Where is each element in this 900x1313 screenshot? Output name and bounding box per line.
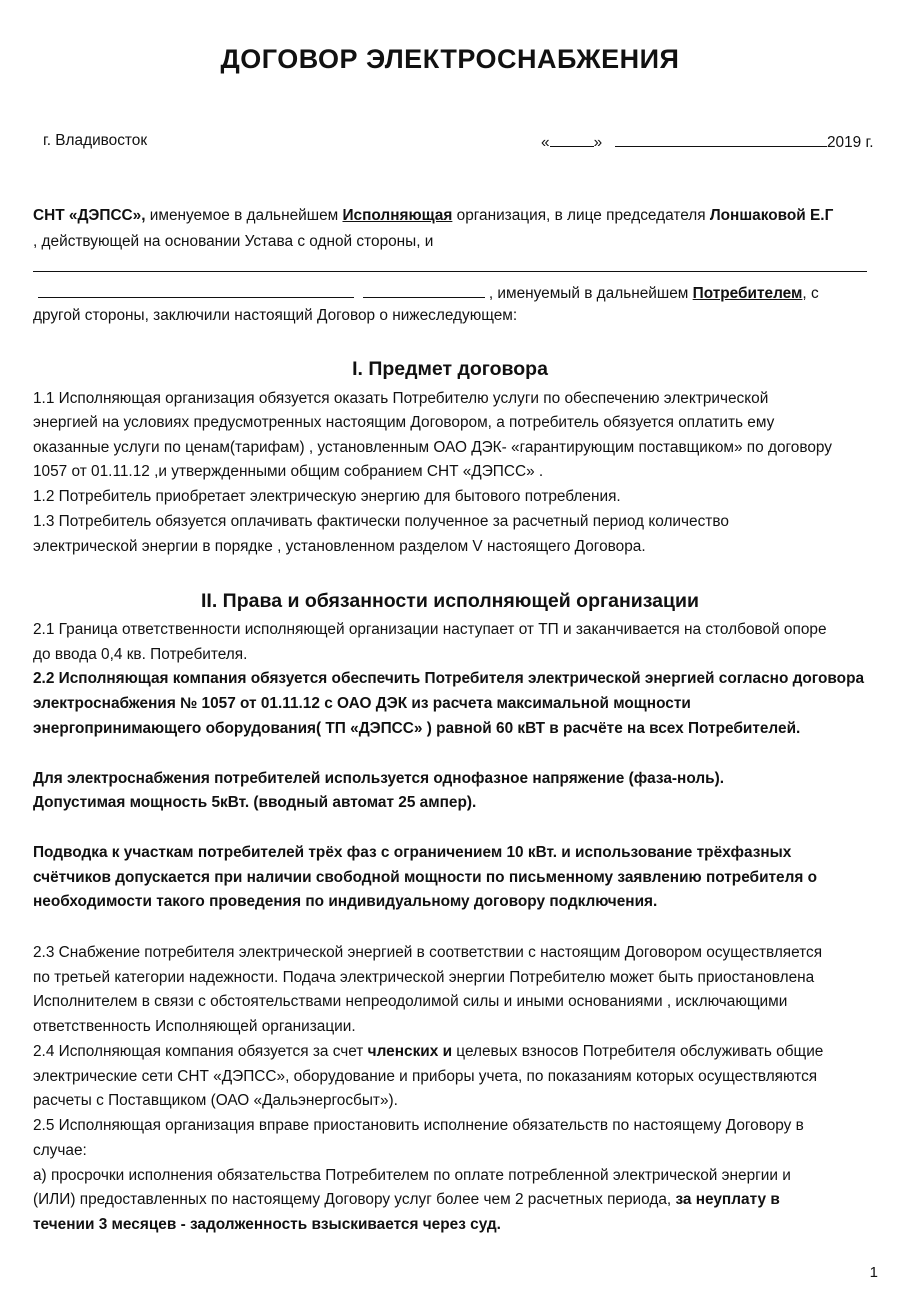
org-name: СНТ «ДЭПСС», xyxy=(33,207,146,224)
clause-2-5-line xyxy=(33,1190,780,1210)
clause-text: целевых взносов Потребителя обслуживать общие xyxy=(452,1043,824,1060)
clause-text: 2.4 Исполняющая компания обязуется за счет xyxy=(33,1043,368,1060)
consumer-word: Потребителем xyxy=(692,285,803,302)
section-1-line: 1.2 Потребитель приобретает электрическую энергию для бытового потребления. xyxy=(33,488,621,505)
consumer-name-blank xyxy=(38,282,354,298)
clause-2-2-line: электроснабжения № 1057 от 01.11.12 с ОАО ДЭК из расчета максимальной мощности xyxy=(33,695,691,712)
clause-2-5-line: а) просрочки исполнения обязательства Потребителем по оплате потребленной электрической энергии и xyxy=(33,1167,791,1184)
preamble-line-3 xyxy=(38,282,819,304)
clause-emphasis: за неуплату в xyxy=(675,1191,780,1208)
single-phase-line: Допустимая мощность 5кВт. (вводный автомат 25 ампер). xyxy=(33,794,477,811)
clause-2-3-line: Исполнителем в связи с обстоятельствами непреодолимой силы и иными основаниями , исключающими xyxy=(33,993,788,1010)
month-blank xyxy=(615,131,827,147)
clause-2-4-line: расчеты с Поставщиком (ОАО «Дальэнергосбыт»). xyxy=(33,1092,398,1109)
preamble-text: организация, в лице председателя xyxy=(452,207,710,224)
section-1-line: оказанные услуги по ценам(тарифам) , установленным ОАО ДЭК- «гарантирующим поставщиком» по договору xyxy=(33,439,832,456)
section-1-heading: I. Предмет договора xyxy=(352,358,548,380)
day-blank xyxy=(550,131,594,147)
section-1-line: электрической энергии в порядке , установленном разделом V настоящего Договора. xyxy=(33,538,646,555)
clause-2-1-line: 2.1 Граница ответственности исполняющей организации наступает от ТП и заканчивается на столбовой опоре xyxy=(33,621,827,638)
preamble-text: , именуемый в дальнейшем xyxy=(484,285,693,302)
three-phase-line: Подводка к участкам потребителей трёх фаз с ограничением 10 кВт. и использование трёхфазных xyxy=(33,844,792,861)
preamble-text: именуемое в дальнейшем xyxy=(145,207,343,224)
date-open-quote: « xyxy=(541,134,550,151)
party-name-blank xyxy=(33,271,867,272)
chairman-name: Лоншаковой Е.Г xyxy=(709,207,834,224)
document-title: ДОГОВОР ЭЛЕКТРОСНАБЖЕНИЯ xyxy=(220,44,680,74)
section-1-line: энергией на условиях предусмотренных настоящим Договором, а потребитель обязуется оплатить ему xyxy=(33,414,775,431)
preamble-line-2: , действующей на основании Устава с одной стороны, и xyxy=(33,233,434,250)
section-1-line: 1.1 Исполняющая организация обязуется оказать Потребителю услуги по обеспечению электрической xyxy=(33,390,769,407)
date-close-quote: » xyxy=(593,134,603,151)
consumer-extra-blank xyxy=(363,282,485,298)
section-1-line: 1.3 Потребитель обязуется оплачивать фактически полученное за расчетный период количество xyxy=(33,513,729,530)
date-field xyxy=(541,131,873,153)
preamble-line-1 xyxy=(33,206,833,226)
city: г. Владивосток xyxy=(43,132,148,149)
clause-2-3-line: 2.3 Снабжение потребителя электрической энергией в соответствии с настоящим Договором осуществляется xyxy=(33,944,823,961)
clause-2-5-line: случае: xyxy=(33,1142,87,1159)
clause-2-2-line: 2.2 Исполняющая компания обязуется обеспечить Потребителя электрической энергией согласно договора xyxy=(33,670,865,687)
clause-emphasis: членских и xyxy=(367,1043,453,1060)
executor-word: Исполняющая xyxy=(342,207,453,224)
section-1-line: 1057 от 01.11.12 ,и утвержденными общим собранием СНТ «ДЭПСС» . xyxy=(33,463,544,480)
clause-2-3-line: по третьей категории надежности. Подача электрической энергии Потребителю может быть приостановлена xyxy=(33,969,815,986)
preamble-line-4: другой стороны, заключили настоящий Договор о нижеследующем: xyxy=(33,307,518,324)
date-year: 2019 г. xyxy=(826,134,874,151)
clause-2-1-line: до ввода 0,4 кв. Потребителя. xyxy=(33,646,248,663)
clause-text: (ИЛИ) предоставленных по настоящему Договору услуг более чем 2 расчетных периода, xyxy=(33,1191,676,1208)
clause-2-4-line xyxy=(33,1042,823,1062)
single-phase-line: Для электроснабжения потребителей используется однофазное напряжение (фаза-ноль). xyxy=(33,770,725,787)
clause-2-5-line: течении 3 месяцев - задолженность взыскивается через суд. xyxy=(33,1216,501,1233)
clause-2-5-line: 2.5 Исполняющая организация вправе приостановить исполнение обязательств по настоящему Договору в xyxy=(33,1117,804,1134)
clause-2-3-line: ответственность Исполняющей организации. xyxy=(33,1018,356,1035)
section-2-heading: II. Права и обязанности исполняющей организации xyxy=(201,590,699,612)
three-phase-line: счётчиков допускается при наличии свободной мощности по письменному заявлению потребителя о xyxy=(33,869,818,886)
preamble-text: , с xyxy=(802,285,819,302)
clause-2-2-line: энергопринимающего оборудования( ТП «ДЭПСС» ) равной 60 кВТ в расчёте на всех Потребителей. xyxy=(33,720,801,737)
three-phase-line: необходимости такого проведения по индивидуальному договору подключения. xyxy=(33,893,658,910)
page-number: 1 xyxy=(869,1264,878,1281)
clause-2-4-line: электрические сети СНТ «ДЭПСС», оборудование и приборы учета, по показаниям которых осуществляются xyxy=(33,1068,818,1085)
